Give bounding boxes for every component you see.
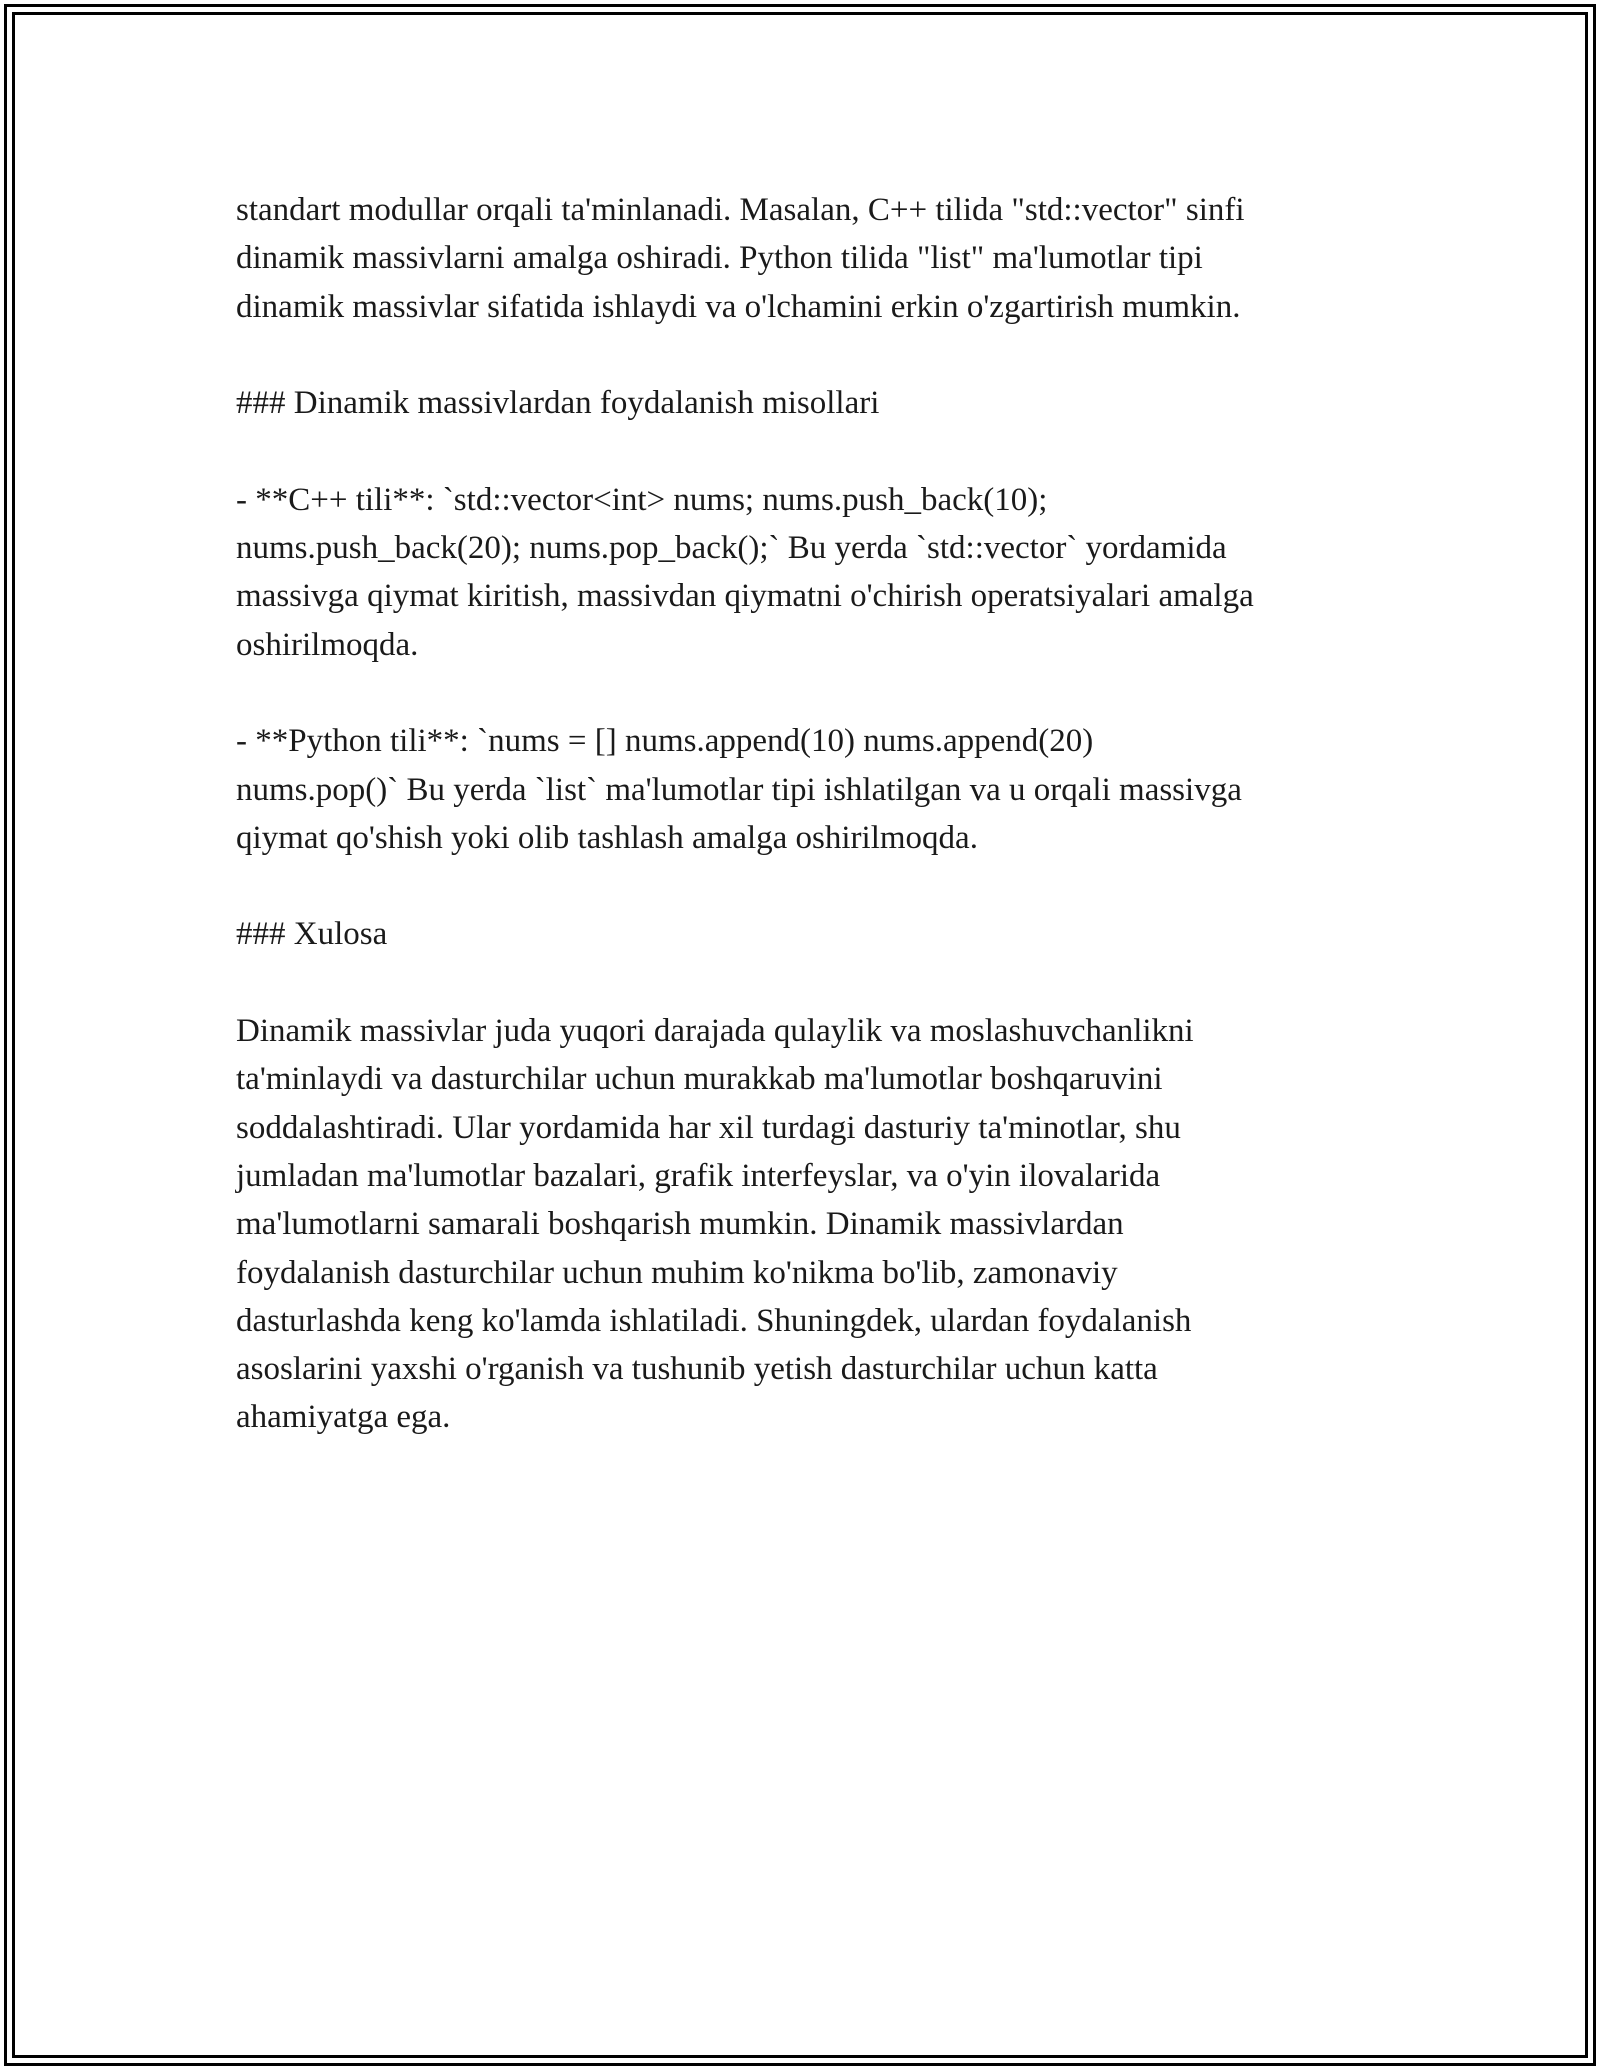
text-line: jumladan ma'lumotlar bazalari, grafik interfeyslar, va o'yin ilovalarida <box>236 1157 1161 1194</box>
text-line: qiymat qo'shish yoki olib tashlash amalga oshirilmoqda. <box>236 819 978 856</box>
text-line: asoslarini yaxshi o'rganish va tushunib yetish dasturchilar uchun katta <box>236 1351 1158 1388</box>
text-line: ahamiyatga ega. <box>236 1399 451 1436</box>
text-line: soddalashtiradi. Ular yordamida har xil turdagi dasturiy ta'minotlar, shu <box>236 1109 1181 1146</box>
text-line: Dinamik massivlar juda yuqori darajada qulaylik va moslashuvchanlikni <box>236 1013 1194 1050</box>
text-line: - **Python tili**: `nums = [] nums.append(10) nums.append(20) <box>236 723 1094 760</box>
text-line: ### Dinamik massivlardan foydalanish misollari <box>236 385 880 422</box>
section-heading <box>236 910 1376 958</box>
text-line: ta'minlaydi va dasturchilar uchun murakkab ma'lumotlar boshqaruvini <box>236 1061 1163 1098</box>
section-heading <box>236 379 1376 427</box>
text-line: nums.pop()` Bu yerda `list` ma'lumotlar tipi ishlatilgan va u orqali massivga <box>236 771 1242 808</box>
paragraph-spacer <box>236 331 1376 379</box>
paragraph-spacer <box>236 959 1376 1007</box>
text-line: foydalanish dasturchilar uchun muhim ko'nikma bo'lib, zamonaviy <box>236 1254 1118 1291</box>
document-body <box>236 186 1376 1442</box>
text-line: standart modullar orqali ta'minlanadi. Masalan, C++ tilida "std::vector" sinfi <box>236 192 1245 228</box>
list-item <box>236 476 1376 669</box>
text-line: dasturlashda keng ko'lamda ishlatiladi. Shuningdek, ulardan foydalanish <box>236 1302 1192 1339</box>
text-line: dinamik massivlarni amalga oshiradi. Python tilida "list" ma'lumotlar tipi <box>236 240 1203 277</box>
list-item <box>236 717 1376 862</box>
text-line: oshirilmoqda. <box>236 626 419 663</box>
text-line: ### Xulosa <box>236 916 388 953</box>
text-line: nums.push_back(20); nums.pop_back();` Bu yerda `std::vector` yordamida <box>236 530 1227 567</box>
body-paragraph <box>236 1007 1376 1442</box>
text-line: dinamik massivlar sifatida ishlaydi va o'lchamini erkin o'zgartirish mumkin. <box>236 288 1241 325</box>
paragraph-spacer <box>236 427 1376 475</box>
text-line: ma'lumotlarni samarali boshqarish mumkin. Dinamik massivlardan <box>236 1206 1124 1243</box>
text-line: - **C++ tili**: `std::vector<int> nums; nums.push_back(10); <box>236 481 1048 518</box>
body-paragraph <box>236 186 1376 331</box>
paragraph-spacer <box>236 669 1376 717</box>
paragraph-spacer <box>236 862 1376 910</box>
text-line: massivga qiymat kiritish, massivdan qiymatni o'chirish operatsiyalari amalga <box>236 578 1254 615</box>
